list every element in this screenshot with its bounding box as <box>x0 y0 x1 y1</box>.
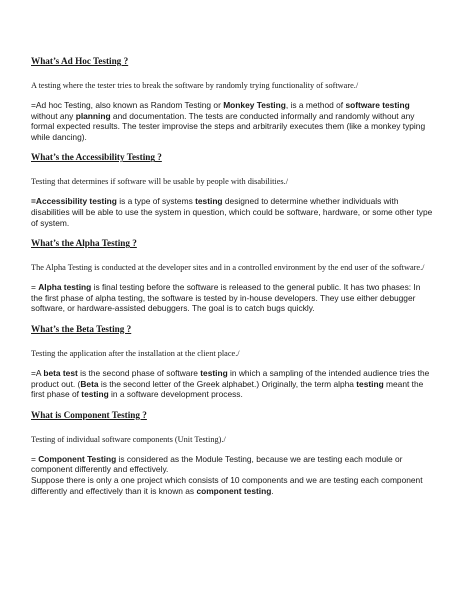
text-run: . <box>271 485 274 496</box>
qa-section <box>31 152 434 228</box>
qa-section <box>31 56 434 142</box>
text-run: =A <box>31 367 44 378</box>
section-heading: What’s the Alpha Testing ? <box>31 238 137 249</box>
bold-term: component testing <box>196 485 272 496</box>
bold-term: planning <box>75 110 111 121</box>
section-heading: What is Component Testing ? <box>31 409 147 420</box>
text-run: is the second phase of software <box>77 367 201 378</box>
text-run: and documentation. The tests are conducted informally and randomly without any formal expected results. The tester improvise the steps and arbitrarily executes them (like a monkey typing while dancing). <box>31 110 426 142</box>
short-definition: Testing that determines if software will be usable by people with disabilities./ <box>31 177 289 187</box>
section-heading: What’s the Beta Testing ? <box>31 323 132 334</box>
text-run: is the second letter of the Greek alphabet.) Originally, the term alpha <box>98 378 357 389</box>
bold-term: testing <box>356 378 384 389</box>
section-heading: What’s the Accessibility Testing ? <box>31 152 162 163</box>
long-definition <box>31 100 434 142</box>
text-run: = <box>31 453 39 464</box>
long-definition <box>31 368 434 400</box>
bold-term: Alpha testing <box>38 282 92 293</box>
text-run: in which a sampling of the intended audience tries the product out. ( <box>31 367 430 389</box>
text-run: Suppose there is only a one project which consists of 10 components and we are testing each component differently and effectively than it is known as <box>31 474 423 496</box>
text-run: , is a method of <box>285 100 346 110</box>
long-definition <box>31 196 434 228</box>
short-definition: A testing where the tester tries to break the software by randomly trying functionality of software./ <box>31 81 359 90</box>
text-run: = <box>31 282 39 293</box>
bold-term: beta test <box>43 367 78 378</box>
text-run: is considered as the Module Testing, because we are testing each module or component differently and effectively. <box>31 453 403 475</box>
text-run: is final testing before the software is released to the general public. It has two phases: In the first phase of alpha testing, the software is tested by in-house developers. They use either debugger software, or hardware-assisted debuggers. The goal is to catch bugs quickly. <box>31 282 421 314</box>
sections-container <box>31 56 434 496</box>
bold-term: Monkey Testing <box>223 100 286 110</box>
qa-section <box>31 324 434 400</box>
text-run: without any <box>31 110 76 121</box>
bold-term: testing <box>81 389 109 400</box>
bold-term: =Accessibility testing <box>31 196 117 207</box>
bold-term: testing <box>195 196 223 207</box>
bold-term: Component Testing <box>38 453 117 464</box>
short-definition: Testing of individual software components (Unit Testing)./ <box>31 434 226 444</box>
text-run: =Ad hoc Testing, also known as Random Testing or <box>31 100 224 110</box>
bold-term: software testing <box>345 100 410 110</box>
qa-section <box>31 238 434 314</box>
bold-term: Beta <box>80 378 99 389</box>
text-run: in a software development process. <box>108 389 243 400</box>
text-run: designed to determine whether individuals with disabilities will be able to use the system in question, which could be software, hardware, or some other type of system. <box>31 196 433 228</box>
long-definition <box>31 282 434 314</box>
short-definition: The Alpha Testing is conducted at the developer sites and in a controlled environment by the end user of the software./ <box>31 263 425 273</box>
bold-term: testing <box>200 367 228 378</box>
section-heading: What’s Ad Hoc Testing ? <box>31 56 129 66</box>
text-run: meant the first phase of <box>31 378 424 400</box>
short-definition: Testing the application after the installation at the client place./ <box>31 348 240 358</box>
text-run: is a type of systems <box>116 196 196 207</box>
qa-section <box>31 410 434 496</box>
long-definition <box>31 454 434 496</box>
